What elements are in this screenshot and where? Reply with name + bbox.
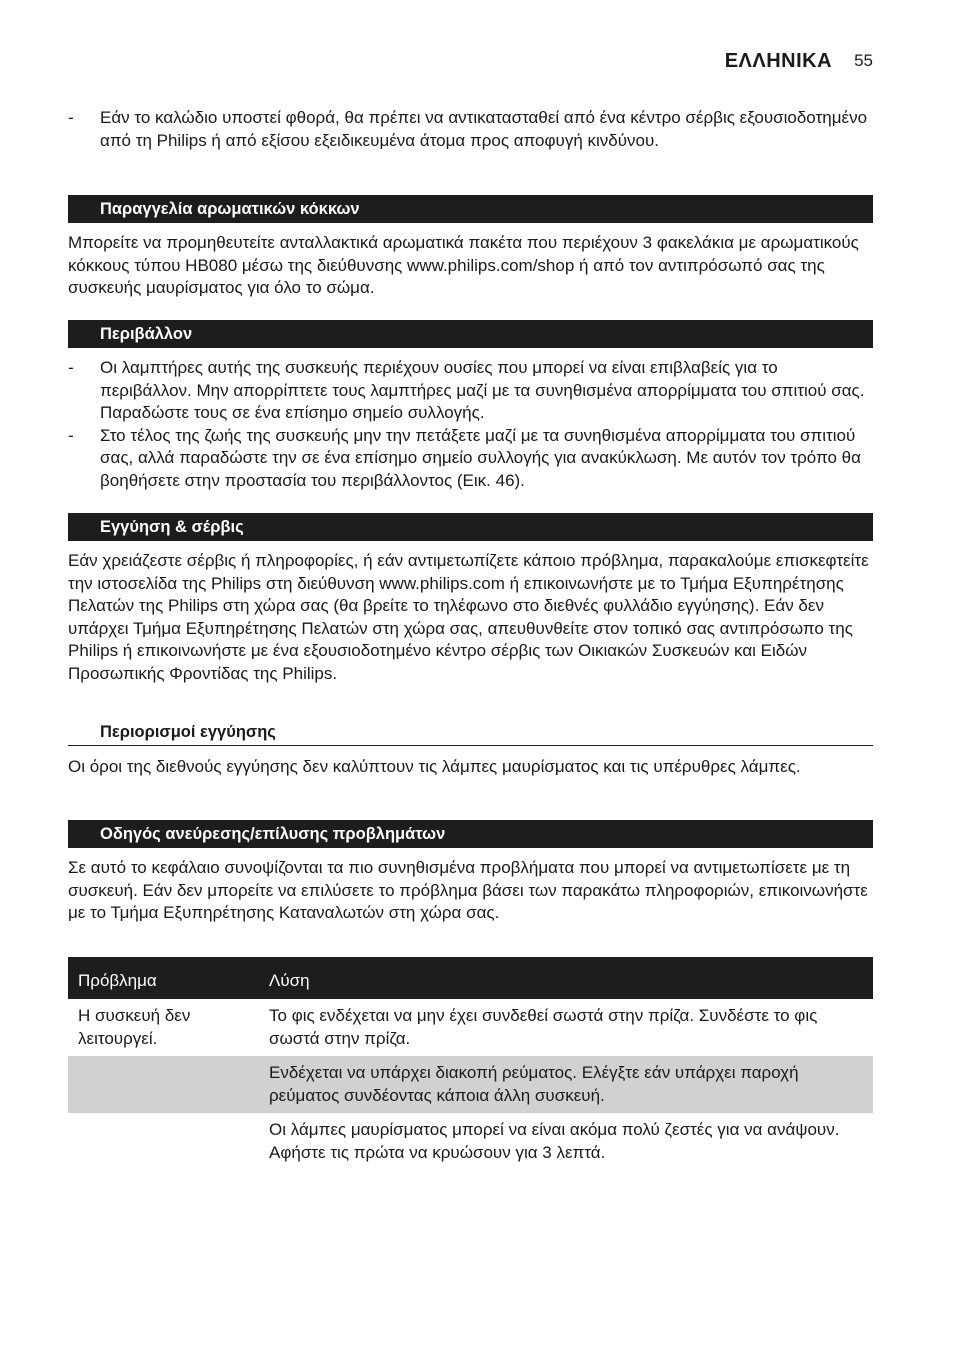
bullet-dash: - — [68, 425, 74, 445]
bullet-dash: - — [68, 108, 74, 127]
bullet-text: Στο τέλος της ζωής της συσκευής μην την πετάξετε μαζί με τα συνηθισμένα απορρίμματα του σπιτιού σας, αλλά παραδώστε την σε ένα επίσημο σημείο συλλογής για ανακύκλωση. Με αυτόν τον τρόπο θα βοηθήσετε στην προστασία του περιβάλλοντος (Εικ. 46). — [100, 425, 861, 490]
solution-cell: Οι λάμπες μαυρίσματος μπορεί να είναι ακόμα πολύ ζεστές για να ανάψουν. Αφήστε τις πρώτα να κρυώσουν για 3 λεπτά. — [269, 1120, 840, 1162]
environment-bullets — [68, 357, 873, 493]
bullet-dash: - — [68, 358, 74, 377]
section-heading-ordering: Παραγγελία αρωματικών κόκκων — [68, 195, 873, 223]
problem-cell — [68, 1062, 269, 1107]
table-row — [68, 999, 873, 1056]
table-row — [68, 1056, 873, 1113]
solution-cell: Ενδέχεται να υπάρχει διακοπή ρεύματος. Ελέγξτε εάν υπάρχει παροχή ρεύματος συνδέοντας κάποια άλλη συσκευή. — [269, 1063, 799, 1105]
column-header-solution: Λύση — [269, 971, 310, 991]
troubleshooting-text-block — [68, 857, 873, 925]
guarantee-paragraph — [68, 550, 873, 686]
list-item — [68, 357, 873, 425]
ordering-text-block — [68, 232, 873, 300]
section-heading-environment: Περιβάλλον — [68, 320, 873, 348]
column-header-problem: Πρόβλημα — [78, 971, 157, 991]
ordering-paragraph: Μπορείτε να προμηθευτείτε ανταλλακτικά αρωματικά πακέτα που περιέχουν 3 φακελάκια με αρωματικούς κόκκους τύπου HB080 μέσω της διεύθυνσης www.philips.com/shop ή από τον αντιπρόσωπό σας της συσκευής μαυρίσματος για όλο το σώμα. — [68, 233, 859, 298]
bullet-text: Εάν το καλώδιο υποστεί φθορά, θα πρέπει να αντικατασταθεί από ένα κέντρο σέρβις εξουσιοδοτημένο από τη Philips ή από εξίσου εξειδικευμένα άτομα προς αποφυγή κινδύνου. — [100, 108, 868, 150]
list-item — [68, 425, 873, 493]
page-header — [68, 46, 873, 76]
table-row — [68, 1113, 873, 1170]
problem-cell: Η συσκευή δεν λειτουργεί. — [78, 1006, 191, 1048]
subheading-restrictions: Περιορισμοί εγγύησης — [68, 719, 873, 746]
language-label: ΕΛΛΗΝΙΚΑ — [724, 49, 833, 72]
page-number: 55 — [854, 51, 873, 70]
guarantee-text-block — [68, 550, 873, 686]
philips-website-link[interactable]: www.philips.com — [379, 573, 505, 593]
section-heading-troubleshooting: Οδηγός ανεύρεσης/επίλυσης προβλημάτων — [68, 820, 873, 848]
troubleshooting-paragraph: Σε αυτό το κεφάλαιο συνοψίζονται τα πιο συνηθισμένα προβλήματα που μπορεί να αντιμετωπίσετε με τη συσκευή. Εάν δεν μπορείτε να επιλύσετε το πρόβλημα βάσει των παρακάτω πληροφοριών, επικοινωνήστε με το Τμήμα Εξυπηρέτησης Καταναλωτών στη χώρα σας. — [68, 858, 868, 923]
guarantee-text-before: Εάν χρειάζεστε σέρβις ή πληροφορίες, ή εάν αντιμετωπίζετε κάποιο πρόβλημα, παρακαλούμε επισκεφτείτε την ιστοσελίδα της Philips στη διεύθυνση — [68, 551, 869, 593]
restrictions-text-block — [68, 756, 873, 779]
guarantee-text-after: ή επικοινωνήστε με το Τμήμα Εξυπηρέτησης Πελατών της Philips στη χώρα σας (θα βρείτε το τηλέφωνο στο διεθνές φυλλάδιο εγγύησης). Εάν δεν υπάρχει Τμήμα Εξυπηρέτησης Πελατών στη χώρα σας, απευθυνθείτε στον τοπικό σας αντιπρόσωπο της Philips ή επικοινωνήστε με ένα εξουσιοδοτημένο κέντρο σέρβις των Οικιακών Συσκευών και Ειδών Προσωπικής Φροντίδας της Philips. — [68, 573, 853, 683]
troubleshooting-table — [68, 957, 873, 1170]
restrictions-paragraph: Οι όροι της διεθνούς εγγύησης δεν καλύπτουν τις λάμπες μαυρίσματος και τις υπέρυθρες λάμπες. — [68, 757, 801, 776]
bullet-text: Οι λαμπτήρες αυτής της συσκευής περιέχουν ουσίες που μπορεί να είναι επιβλαβείς για το περιβάλλον. Μην απορρίπτετε τους λαμπτήρες μαζί με τα συνηθισμένα απορρίμματα του σπιτιού σας. Παραδώστε τους σε ένα επίσημο σημείο συλλογής. — [100, 358, 865, 423]
section-heading-guarantee: Εγγύηση & σέρβις — [68, 513, 873, 541]
solution-cell: Το φις ενδέχεται να μην έχει συνδεθεί σωστά στην πρίζα. Συνδέστε το φις σωστά στην πρίζα. — [269, 1006, 818, 1048]
table-header-row — [68, 957, 873, 999]
list-item — [68, 107, 873, 152]
intro-bullets — [68, 107, 873, 152]
problem-cell — [68, 1119, 269, 1164]
